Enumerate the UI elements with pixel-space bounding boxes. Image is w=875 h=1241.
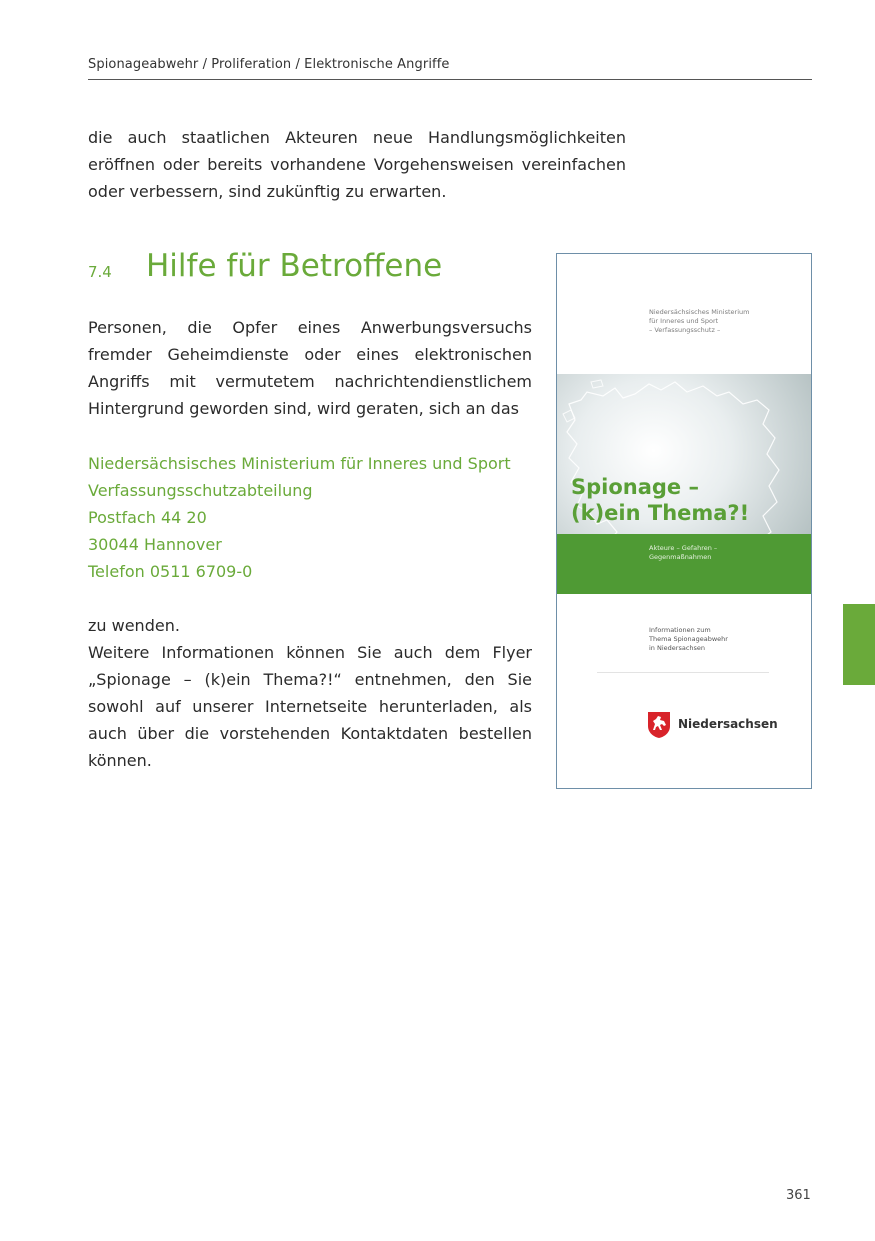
flyer-subtitle-line: Akteure – Gefahren – — [649, 544, 718, 552]
closing-paragraph — [88, 612, 532, 774]
flyer-subtitle — [649, 544, 717, 562]
chapter-tab-marker — [843, 604, 875, 685]
section-title: Hilfe für Betroffene — [146, 248, 443, 284]
flyer-org — [649, 308, 749, 335]
closing-first-line: zu wenden. — [88, 616, 180, 635]
closing-text: Weitere Informationen können Sie auch dem Flyer „Spionage – (k)ein Thema?!“ entnehmen, den Sie sowohl auf unserer Internetseite herunterladen, als auch über die vorstehenden Kontaktdaten bestellen können. — [88, 643, 532, 770]
flyer-info-line: in Niedersachsen — [649, 644, 706, 652]
address-city: 30044 Hannover — [88, 535, 222, 554]
address-phone: Telefon 0511 6709-0 — [88, 562, 253, 581]
flyer-org-line: Niedersächsisches Ministerium — [649, 308, 750, 316]
flyer-divider — [597, 672, 769, 673]
flyer-org-line: für Inneres und Sport — [649, 317, 719, 325]
contact-address — [88, 450, 511, 585]
address-postbox: Postfach 44 20 — [88, 508, 207, 527]
flyer-title-line: (k)ein Thema?! — [571, 501, 750, 525]
flyer-subtitle-line: Gegenmaßnahmen — [649, 553, 712, 561]
address-ministry: Niedersächsisches Ministerium für Inneres und Sport — [88, 454, 511, 473]
page-number: 361 — [786, 1188, 811, 1203]
header-rule — [88, 79, 812, 80]
section-number: 7.4 — [88, 263, 112, 281]
flyer-image — [556, 253, 812, 789]
flyer-title-line: Spionage – — [571, 475, 699, 499]
flyer-brand: Niedersachsen — [678, 717, 778, 731]
flyer-info — [649, 626, 728, 653]
flyer-info-line: Informationen zum — [649, 626, 711, 634]
flyer-info-line: Thema Spionageabwehr — [649, 635, 728, 643]
flyer-title — [571, 474, 749, 526]
horse-crest-icon — [647, 711, 671, 739]
flyer-green-band — [557, 534, 811, 594]
address-department: Verfassungsschutzabteilung — [88, 481, 313, 500]
flyer-org-line: – Verfassungsschutz – — [649, 326, 721, 334]
running-header: Spionageabwehr / Proliferation / Elektronische Angriffe — [88, 57, 450, 72]
persons-paragraph: Personen, die Opfer eines Anwerbungsversuchs fremder Geheimdienste oder eines elektronischen Angriffs mit vermutetem nachrichtendienstlichem Hintergrund geworden sind, wird geraten, sich an das — [88, 318, 532, 418]
intro-paragraph: die auch staatlichen Akteuren neue Handlungsmöglichkeiten eröffnen oder bereits vorhandene Vorgehensweisen vereinfachen oder verbessern, sind zukünftig zu erwarten. — [88, 128, 626, 201]
